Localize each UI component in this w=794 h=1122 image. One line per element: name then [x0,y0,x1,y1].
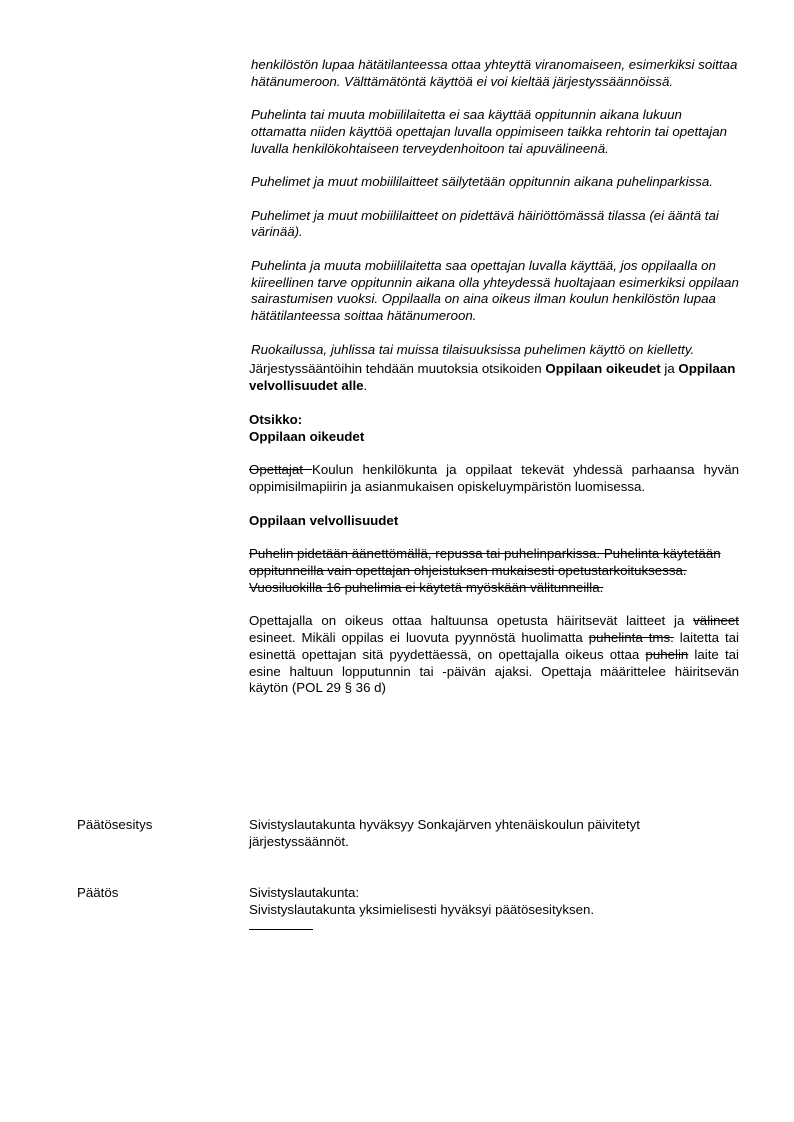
proposal-label: Päätösesitys [77,817,153,832]
rights-paragraph [249,462,739,496]
decision-label: Päätös [77,885,119,900]
intro-text: Järjestyssääntöihin tehdään muutoksia otsikoiden [249,361,546,377]
otsikko-label: Otsikko: [249,411,303,427]
duties-text: laitetta tai esinettä opettajan sitä pyydettäessä, on opettajalla oikeus ottaa [249,630,740,662]
struck-text: Opettajat [249,462,313,478]
rule-paragraph: Puhelinta tai muuta mobiililaitetta ei saa käyttää oppitunnin aikana lukuun ottamatta niiden käyttöä opettajan luvalla oppimiseen taikka rehtorin tai opettajan luvalla henkilökohtaiseen terveydenhoitoon tai apuvälineenä. [251,107,728,156]
decision-body [249,885,739,930]
italic-rules-block [249,57,739,358]
rights-text: Koulun henkilökunta ja oppilaat tekevät yhdessä parhaansa hyvän oppimisilmapiirin ja asianmukaisen opiskeluympäristön luomisessa. [249,462,740,494]
duties-text: laite tai esine haltuun lopputunnin tai -päivän ajaksi. Opettaja määrittelee häiritsevän käytön (POL 29 § 36 d) [249,646,739,696]
rule-paragraph: Puhelimet ja muut mobiililaitteet säilytetään oppitunnin aikana puhelinparkissa. [251,174,713,190]
duties-paragraph [249,613,739,697]
duties-text: Opettajalla on oikeus ottaa haltuunsa opetusta häiritsevät laitteet ja [249,613,694,629]
struck-text: puhelin [645,646,689,662]
struck-text: välineet [693,613,739,629]
decision-line: Sivistyslautakunta: [249,885,360,900]
rule-paragraph: henkilöstön lupaa hätätilanteessa ottaa yhteyttä viranomaiseen, esimerkiksi soittaa hätänumeroon. Välttämätöntä käyttöä ei voi kieltää järjestyssäännöissä. [251,57,738,89]
rights-heading: Oppilaan oikeudet [249,428,365,444]
intro-bold-rights: Oppilaan oikeudet [545,361,661,377]
duties-heading: Oppilaan velvollisuudet [249,512,399,528]
rule-paragraph: Puhelinta ja muuta mobiililaitetta saa opettajan luvalla käyttää, jos oppilaalla on kiireellinen tarve oppitunnin aikana olla yhteydessä huoltajaan esimerkiksi oppilaan sairastumisen vuoksi. Oppilaalla on aina oikeus ilman koulun henkilöstön lupaa hätätilanteessa soittaa hätänumeroon. [251,257,739,324]
main-content [249,57,739,697]
intro-text: . [363,378,368,394]
struck-duties-paragraph: Puhelin pidetään äänettömällä, repussa tai puhelinparkissa. Puhelinta käytetään oppitunneilla vain opettajan ohjeistuksen mukaisesti opetustarkoituksessa. Vuosiluokilla 16 puhelimia ei käytetä myöskään välitunneilla. [249,546,721,595]
decision-line: Sivistyslautakunta yksimielisesti hyväksyi päätösesityksen. [249,901,595,917]
intro-bold-duties: Oppilaan velvollisuudet alle [249,361,736,394]
struck-text: puhelinta tms. [588,630,674,646]
proposal-text: Sivistyslautakunta hyväksyy Sonkajärven yhtenäiskoulun päivitetyt järjestyssäännöt. [249,817,640,849]
duties-text: esineet. Mikäli oppilas ei luovuta pyynnöstä huolimatta [249,630,589,646]
rule-paragraph: Ruokailussa, juhlissa tai muissa tilaisuuksissa puhelimen käyttö on kielletty. [251,341,695,357]
signature-rule [249,929,313,930]
intro-text: ja [660,361,679,377]
rule-paragraph: Puhelimet ja muut mobiililaitteet on pidettävä häiriöttömässä tilassa (ei ääntä tai värinää). [251,207,719,240]
intro-paragraph [249,361,739,395]
